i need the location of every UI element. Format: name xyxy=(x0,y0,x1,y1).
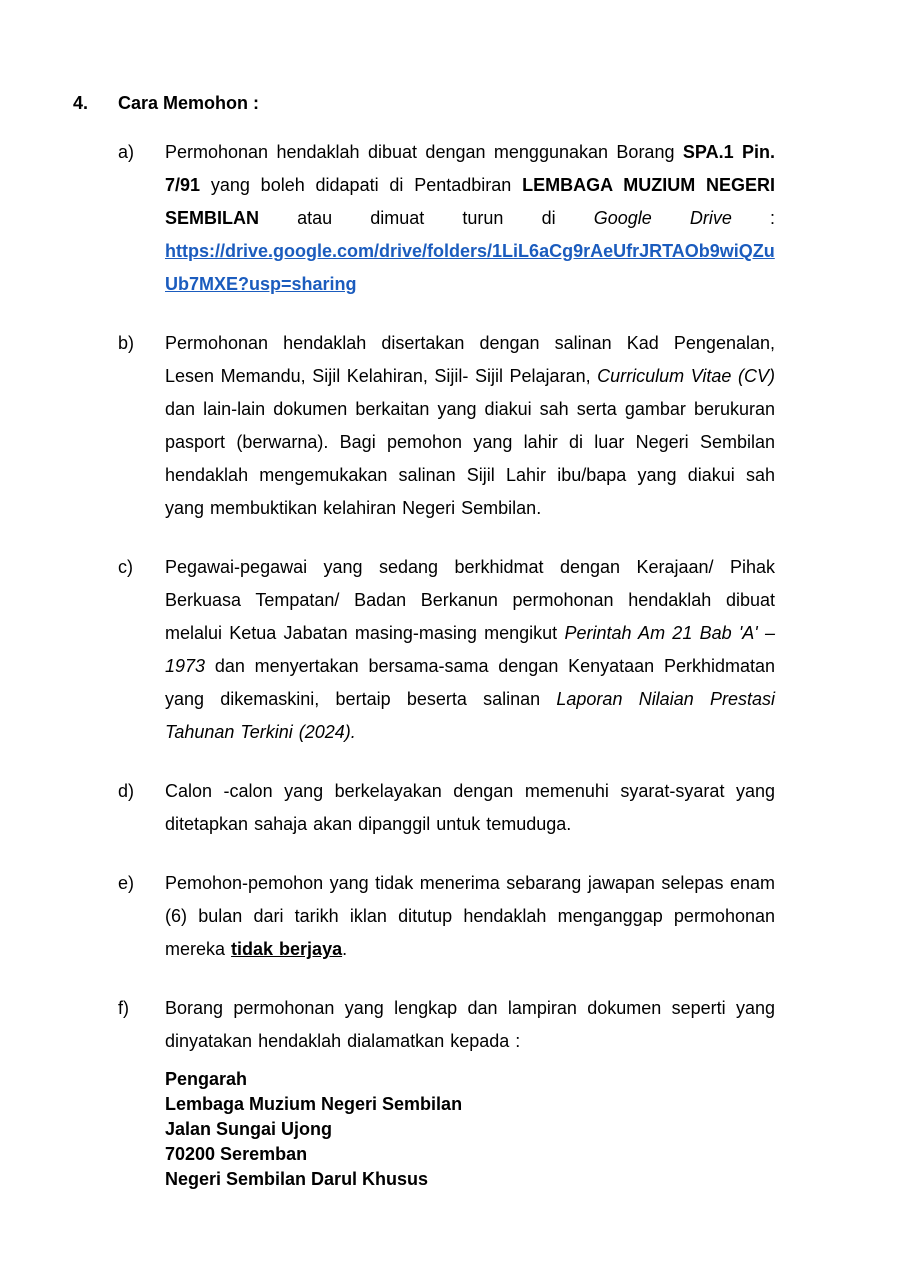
text-run: dan lain-lain dokumen berkaitan yang diakui sah serta gambar berukuran pasport (berwarna). Bagi pemohon yang lahir di luar Negeri Sembilan hendaklah mengemukakan salinan Sijil Lahir ibu/bapa yang diakui sah yang membuktikan kelahiran Negeri Sembilan. xyxy=(165,399,775,518)
paragraph-c xyxy=(165,551,775,749)
google-drive-link[interactable]: https://drive.google.com/drive/folders/1LiL6aCg9rAeUfrJRTAOb9wiQZuUb7MXE?usp=sharing xyxy=(165,241,775,294)
text-run: atau dimuat turun di xyxy=(259,208,594,228)
text-run: Pegawai-pegawai yang sedang berkhidmat dengan Kerajaan/ Pihak Berkuasa Tempatan/ Badan Berkanun permohonan hendaklah dibuat melalui Ketua Jabatan masing-masing mengikut xyxy=(165,557,775,643)
text-run-italic: Laporan Nilaian Prestasi Tahunan Terkini (2024). xyxy=(165,689,775,742)
text-run: Permohonan hendaklah dibuat dengan menggunakan Borang xyxy=(165,142,683,162)
text-run: Calon -calon yang berkelayakan dengan memenuhi syarat-syarat yang ditetapkan sahaja akan dipanggil untuk temuduga. xyxy=(165,781,775,834)
item-letter-c: c) xyxy=(118,557,133,577)
address-line-city: 70200 Seremban xyxy=(165,1144,308,1164)
item-body-b xyxy=(165,327,775,525)
text-run: . xyxy=(342,939,348,959)
mailing-address xyxy=(165,1067,775,1192)
item-body-c xyxy=(165,551,775,749)
item-letter-e: e) xyxy=(118,873,135,893)
address-line-street: Jalan Sungai Ujong xyxy=(165,1119,333,1139)
item-body-a xyxy=(165,136,775,301)
item-letter-b: b) xyxy=(118,333,135,353)
list-item-c xyxy=(0,551,898,749)
list-item-d xyxy=(0,775,898,841)
text-run-italic: Perintah Am 21 Bab 'A' – 1973 xyxy=(165,623,775,676)
text-run: Borang permohonan yang lengkap dan lampiran dokumen seperti yang dinyatakan hendaklah dialamatkan kepada : xyxy=(165,998,775,1051)
item-body-f xyxy=(165,992,775,1192)
list-item-e xyxy=(0,867,898,966)
item-letter-a: a) xyxy=(118,142,135,162)
text-run: dan menyertakan bersama-sama dengan Kenyataan Perkhidmatan yang dikemaskini, bertaip beserta salinan xyxy=(165,656,775,709)
list-item-f xyxy=(0,992,898,1192)
list-item-b xyxy=(0,327,898,525)
item-body-e xyxy=(165,867,775,966)
address-line-recipient: Pengarah xyxy=(165,1069,248,1089)
paragraph-f xyxy=(165,992,775,1058)
text-run: Pemohon-pemohon yang tidak menerima sebarang jawapan selepas enam (6) bulan dari tarikh iklan ditutup hendaklah menganggap permohonan mereka xyxy=(165,873,775,959)
text-run: yang boleh didapati di Pentadbiran xyxy=(200,175,523,195)
item-letter-d: d) xyxy=(118,781,135,801)
paragraph-a xyxy=(165,136,775,235)
paragraph-b xyxy=(165,327,775,525)
section-title: Cara Memohon : xyxy=(118,93,260,113)
text-run: Permohonan hendaklah disertakan dengan salinan Kad Pengenalan, Lesen Memandu, Sijil Kelahiran, Sijil- Sijil Pelajaran, xyxy=(165,333,775,386)
text-run-italic: Google Drive xyxy=(593,208,732,228)
section-number: 4. xyxy=(73,93,89,113)
address-line-state: Negeri Sembilan Darul Khusus xyxy=(165,1169,429,1189)
paragraph-e xyxy=(165,867,775,966)
item-letter-f: f) xyxy=(118,998,129,1018)
text-run-bold: SPA.1 Pin. 7/91 xyxy=(165,142,775,195)
text-run-italic: Curriculum Vitae (CV) xyxy=(597,366,775,386)
paragraph-d xyxy=(165,775,775,841)
item-body-d xyxy=(165,775,775,841)
text-run: : xyxy=(731,208,775,228)
text-run-bold-underline: tidak berjaya xyxy=(231,939,343,959)
list-item-a xyxy=(0,136,898,301)
text-run-bold: LEMBAGA MUZIUM NEGERI SEMBILAN xyxy=(165,175,776,228)
address-line-organization: Lembaga Muzium Negeri Sembilan xyxy=(165,1094,463,1114)
section-heading xyxy=(0,90,898,116)
link-paragraph xyxy=(165,235,775,301)
